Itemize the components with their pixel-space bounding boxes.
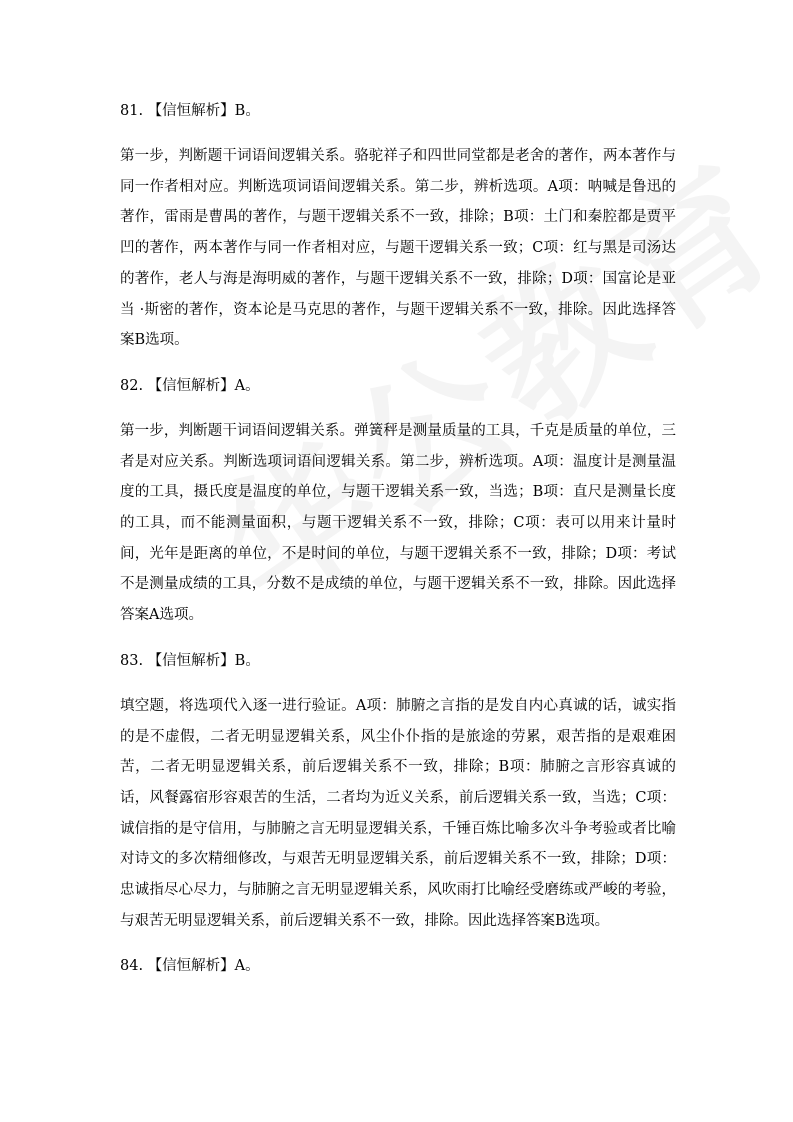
question-84-heading: 84. 【信恒解析】A。	[120, 958, 260, 975]
question-81-explanation: 第一步，判断题干词语间逻辑关系。骆驼祥子和四世同堂都是老舍的著作，两本著作与同一作者相对应。判断选项词语间逻辑关系。第二步，辨析选项。A项：呐喊是鲁迅的著作，雷雨是曹禺的著作，与题干逻辑关系不一致，排除；B项：土门和秦腔都是贾平凹的著作，两本著作与同一作者相对应，与题干逻辑关系一致；C项：红与黑是司汤达的著作，老人与海是海明威的著作，与题干逻辑关系不一致，排除；D项：国富论是亚当 ·斯密的著作，资本论是马克思的著作，与题干逻辑关系不一致，排除。因此选择答案B选项。	[120, 148, 676, 349]
question-83-heading: 83. 【信恒解析】B。	[120, 652, 260, 669]
question-82-explanation: 第一步，判断题干词语间逻辑关系。弹簧秤是测量质量的工具，千克是质量的单位，三者是对应关系。判断选项词语间逻辑关系。第二步，辨析选项。A项：温度计是测量温度的工具，摄氏度是温度的单位，与题干逻辑关系一致，当选；B项：直尺是测量长度的工具，而不能测量面积，与题干逻辑关系不一致，排除；C项：表可以用来计量时间，光年是距离的单位，不是时间的单位，与题干逻辑关系不一致，排除；D项：考试不是测量成绩的工具，分数不是成绩的单位，与题干逻辑关系不一致，排除。因此选择答案A选项。	[120, 422, 676, 624]
question-83-explanation: 填空题，将选项代入逐一进行验证。A项：肺腑之言指的是发自内心真诚的话，诚实指的是不虚假，二者无明显逻辑关系，风尘仆仆指的是旅途的劳累，艰苦指的是艰难困苦，二者无明显逻辑关系，前后逻辑关系不一致，排除；B项：肺腑之言形容真诚的话，风餐露宿形容艰苦的生活，二者均为近义关系，前后逻辑关系一致，当选；C项：诚信指的是守信用，与肺腑之言无明显逻辑关系，千锤百炼比喻多次斗争考验或者比喻对诗文的多次精细修改，与艰苦无明显逻辑关系，前后逻辑关系不一致，排除；D项：忠诚指尽心尽力，与肺腑之言无明显逻辑关系，风吹雨打比喻经受磨练或严峻的考验，与艰苦无明显逻辑关系，前后逻辑关系不一致，排除。因此选择答案B选项。	[120, 697, 676, 929]
answer-explanations	[120, 96, 676, 996]
question-82-heading: 82. 【信恒解析】A。	[120, 377, 260, 394]
question-81-heading: 81. 【信恒解析】B。	[120, 103, 260, 119]
